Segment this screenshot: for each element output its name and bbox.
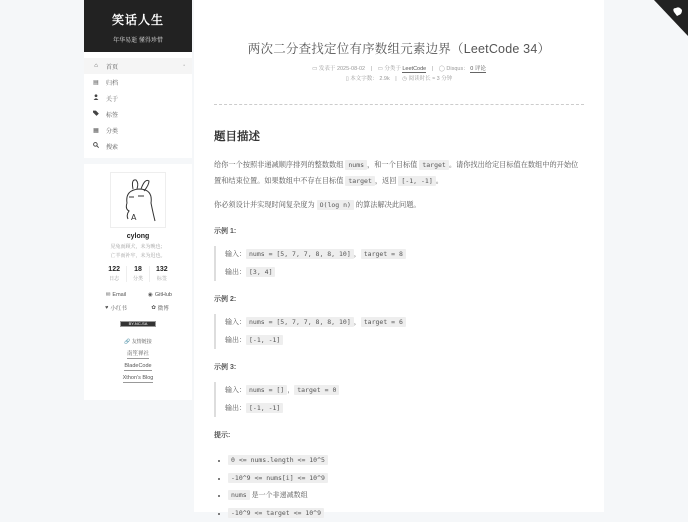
post-date: 2025-08-02: [337, 66, 365, 72]
calendar-icon: ▭: [312, 66, 317, 72]
post-body: [194, 128, 604, 522]
problem-description: 给你一个按照非递减顺序排列的整数数组 nums ，和一个目标值 target 。请你找出给定目标值在数组中的开始位置和结束位置。如果数组中不存在目标值 target ，返回 [-1, -1] 。: [214, 157, 584, 189]
meta-label: Disqus：: [446, 66, 468, 72]
menu-item-label: 关于: [106, 94, 118, 103]
blogroll-title-label: 友情链接: [132, 339, 152, 345]
meta-label: 阅读时长 ≈: [409, 76, 436, 82]
menu-item-label: 首页: [106, 62, 118, 71]
sidebar: [84, 0, 192, 400]
menu-item-tags[interactable]: [84, 106, 192, 122]
stat-label: 分类: [133, 275, 143, 282]
header-divider: [214, 104, 584, 105]
social-label: 微博: [158, 304, 169, 312]
stat-label: 标签: [156, 275, 168, 282]
active-dot-icon: •: [183, 63, 185, 69]
menu-item-label: 归档: [106, 78, 118, 87]
blogroll-title: [84, 338, 192, 345]
site-subtitle: 年华易逝 懂得珍惜: [84, 35, 192, 44]
social-label: Email: [112, 292, 126, 298]
complexity-requirement: 你必须设计并实现时间复杂度为 O(log n) 的算法解决此问题。: [214, 197, 584, 213]
hints-list: [214, 452, 584, 522]
home-icon: ⌂: [92, 63, 100, 69]
example-block: 输入： nums = [5, 7, 7, 8, 8, 10] ， target = 8 输出： [3, 4]: [214, 246, 584, 281]
hint-item: • nums 是一个非递减数组: [228, 487, 584, 505]
motto-line: 见兔而顾犬，未为晚也；: [84, 243, 192, 252]
hint-item: • -10^9 <= target <= 10^9: [228, 505, 584, 522]
hints-title: 提示:: [214, 430, 584, 440]
social-links: [84, 292, 192, 312]
inline-code: nums = []: [246, 385, 287, 395]
inline-code: target: [345, 176, 374, 186]
inline-code: target: [419, 160, 448, 170]
blogroll-link[interactable]: BladeCode: [124, 363, 151, 371]
inline-code: [3, 4]: [246, 267, 275, 277]
site-brand: [84, 0, 192, 52]
inline-code: target = 0: [294, 385, 339, 395]
meta-separator: |: [371, 66, 372, 72]
site-nav: [84, 52, 192, 158]
post-article: [194, 0, 604, 512]
read-time: 3 分钟: [437, 76, 453, 82]
meta-label: 本文字数：: [350, 76, 378, 82]
envelope-icon: ✉: [106, 292, 111, 298]
blogroll-link[interactable]: 南笙禅社: [127, 349, 149, 359]
category-link[interactable]: LeetCode: [402, 66, 426, 73]
comment-icon: ◯: [439, 66, 445, 72]
inline-code: O(log n): [317, 200, 354, 210]
author-name: cylong: [84, 233, 192, 240]
meta-label: 发表于: [319, 66, 336, 72]
site-title[interactable]: 笑话人生: [84, 11, 192, 28]
stat-number: 132: [156, 266, 168, 273]
inline-code: nums = [5, 7, 7, 8, 8, 10]: [246, 317, 354, 327]
example-block: 输入： nums = [5, 7, 7, 8, 8, 10] ， target = 6 输出： [-1, -1]: [214, 314, 584, 349]
th-icon: ▦: [92, 127, 100, 134]
social-github-link[interactable]: [138, 292, 182, 298]
file-icon: ▯: [346, 76, 349, 82]
inline-code: [-1, -1]: [246, 335, 283, 345]
motto-line: 亡羊而补牢，未为迟也。: [84, 252, 192, 261]
menu-item-label: 分类: [106, 126, 118, 135]
menu-item-home[interactable]: [84, 58, 192, 74]
inline-code: nums = [5, 7, 7, 8, 8, 10]: [246, 249, 354, 259]
github-icon: ◉: [148, 292, 153, 298]
example-title: 示例 3:: [214, 362, 584, 372]
menu-item-label: 搜索: [106, 142, 118, 151]
author-profile: [84, 164, 192, 400]
inline-code: nums: [345, 160, 367, 170]
clock-icon: ◷: [402, 76, 407, 82]
example-block: 输入： nums = [] ， target = 0 输出： [-1, -1]: [214, 382, 584, 417]
site-stats: [84, 266, 192, 282]
hint-item: • 0 <= nums.length <= 10^5: [228, 452, 584, 470]
menu-item-label: 标签: [106, 110, 118, 119]
example-title: 示例 2:: [214, 294, 584, 304]
stat-number: 18: [133, 266, 143, 273]
blogroll-link[interactable]: Xthon's Blog: [123, 375, 154, 383]
meta-separator: |: [432, 66, 433, 72]
social-weibo-link[interactable]: [138, 304, 182, 312]
inline-code: target = 6: [361, 317, 406, 327]
social-email-link[interactable]: [94, 292, 138, 298]
inline-code: [-1, -1]: [398, 176, 435, 186]
github-corner-icon[interactable]: [644, 0, 688, 36]
tags-icon: [92, 110, 100, 118]
archive-icon: ▤: [92, 79, 100, 86]
avatar: [110, 172, 166, 228]
cc-license-badge[interactable]: BY-NC-SA: [120, 321, 156, 327]
menu-item-archives[interactable]: [84, 74, 192, 90]
post-title: 两次二分查找定位有序数组元素边界（LeetCode 34）: [194, 39, 604, 57]
meta-separator: |: [395, 76, 396, 82]
stat-label: 日志: [108, 275, 120, 282]
post-meta: [194, 64, 604, 84]
meta-label: 分类于: [384, 66, 401, 72]
author-motto: [84, 243, 192, 261]
social-label: GitHub: [155, 292, 172, 298]
inline-code: [-1, -1]: [246, 403, 283, 413]
example-title: 示例 1:: [214, 226, 584, 236]
menu-item-search[interactable]: [84, 138, 192, 154]
social-xiaohongshu-link[interactable]: [94, 304, 138, 312]
heart-icon: ♥: [105, 305, 108, 311]
stat-posts[interactable]: [102, 266, 127, 282]
stat-tags[interactable]: [150, 266, 174, 282]
hint-item: • -10^9 <= nums[i] <= 10^9: [228, 470, 584, 488]
social-label: 小红书: [110, 304, 127, 312]
svg-text:A: A: [131, 213, 137, 222]
stat-number: 122: [108, 266, 120, 273]
stat-categories[interactable]: [127, 266, 150, 282]
inline-code: target = 8: [361, 249, 406, 259]
word-count: 2.9k: [379, 76, 389, 82]
menu-item-about[interactable]: [84, 90, 192, 106]
folder-icon: ▭: [378, 66, 383, 72]
rabbit-avatar-icon: [113, 175, 163, 225]
link-icon: 🔗: [124, 339, 130, 345]
menu-item-categories[interactable]: [84, 122, 192, 138]
search-icon: [92, 142, 100, 150]
section-heading: 题目描述: [214, 128, 584, 144]
comments-link[interactable]: 0 评论: [470, 66, 486, 73]
user-icon: [92, 94, 100, 102]
weibo-icon: ✿: [151, 305, 156, 311]
